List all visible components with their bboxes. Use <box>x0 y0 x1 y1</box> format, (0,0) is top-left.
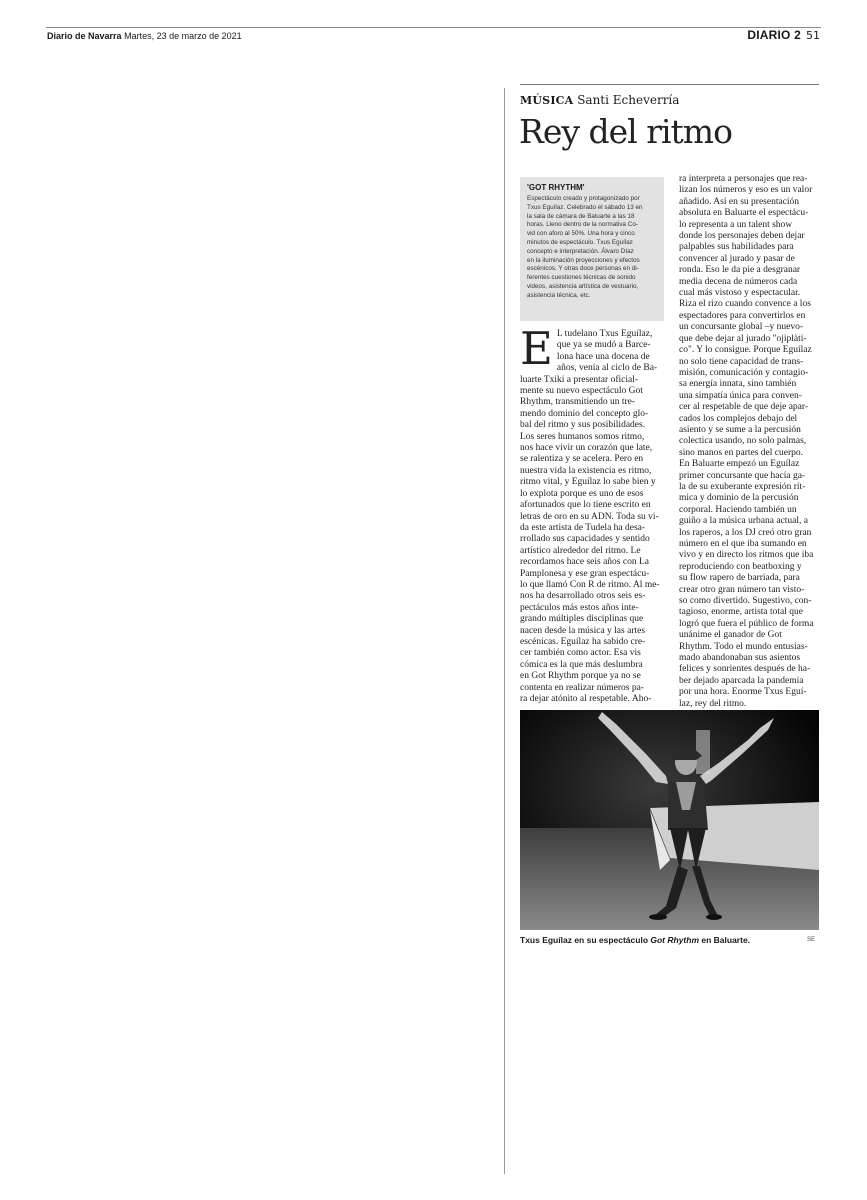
header-rule <box>46 27 821 28</box>
text-line: asistencia técnica, etc. <box>527 291 591 299</box>
text-line: laz, rey del ritmo. <box>679 698 747 709</box>
publication-name: Diario de Navarra <box>47 31 122 41</box>
text-line: convencer al jurado y pasar de <box>679 253 795 264</box>
headline: Rey del ritmo <box>519 112 732 151</box>
text-line: se ralentiza y se acelera. Pero en <box>520 454 644 465</box>
text-line: ra dejar atónito al respetable. Aho- <box>520 694 652 704</box>
article-column-2 <box>679 174 819 710</box>
text-line: por una hora. Enorme Txus Eguí- <box>679 687 807 698</box>
article-column-1 <box>520 322 663 705</box>
photo-caption <box>520 935 750 945</box>
text-line: lo que llamó Con R de ritmo. Al me- <box>520 579 660 590</box>
text-line: cómica es la que más deslumbra <box>520 659 643 670</box>
text-line: absoluta en Baluarte el espectácu- <box>679 208 809 219</box>
text-line: colectica usando, no solo palmas, <box>679 436 807 447</box>
text-line: artístico alrededor del ritmo. Le <box>520 545 641 556</box>
text-line: años, venía al ciclo de Ba- <box>556 363 658 374</box>
text-line: lona hace una docena de <box>556 351 650 362</box>
text-line: logró que fuera el público de forma <box>679 618 814 629</box>
text-line: unánime el ganador de Got <box>679 630 782 641</box>
text-line: ritmo vital, y Eguílaz lo sabe bien y <box>520 477 656 488</box>
text-line: letras de oro en su ADN. Toda su vi- <box>520 511 659 522</box>
text-line: número en el que iba sumando en <box>679 539 807 549</box>
text-line: primer concursante que hacía ga- <box>679 470 806 481</box>
text-line: tagioso, enorme, artista total que <box>679 607 803 618</box>
text-line: un concursante global –y nuevo- <box>679 322 803 333</box>
text-line: horas. Lleno dentro de la normativa Co- <box>527 221 638 229</box>
text-line: que debe dejar al jurado "ojiplàti- <box>679 333 807 344</box>
text-line: cados los complejos debajo del <box>679 413 798 424</box>
page-number: 51 <box>806 29 820 42</box>
text-line: palpables sus habilidades para <box>679 242 794 253</box>
text-line: escénicas. Eguílaz ha sabido cre- <box>520 636 646 647</box>
text-line: lo explota porque es uno de esos <box>520 488 644 499</box>
text-line: corporal. Haciendo también un <box>679 504 797 515</box>
text-line: co". Y lo consigue. Porque Eguílaz <box>679 345 812 356</box>
text-line: cer también como actor. Esa vis <box>520 648 641 659</box>
text-line: la de su exuberante expresión rít- <box>679 481 806 492</box>
column-1-text <box>520 322 663 705</box>
text-line: sa energía innata, sino también <box>679 379 797 390</box>
text-line: rrollado sus capacidades y sentido <box>520 534 650 545</box>
text-line: una simpatía única para conven- <box>679 390 802 401</box>
header-publication-date <box>47 31 242 41</box>
text-line: so como divertido. Sugestivo, con- <box>679 596 812 607</box>
text-line: la sala de cámara de Baluarte a las 18 <box>527 212 635 220</box>
text-line: Pamplonesa y ese gran espectácu- <box>520 568 650 579</box>
text-line: afortunados que lo tiene escrito en <box>520 500 651 511</box>
text-line: donde los personajes deben dejar <box>679 231 805 242</box>
article-kicker <box>520 93 679 107</box>
info-box-body <box>527 195 663 301</box>
text-line: Riza el rizo cuando convence a los <box>679 299 811 310</box>
section-name: DIARIO 2 <box>747 28 801 42</box>
text-line: pectáculos más estos años inte- <box>520 602 639 613</box>
text-line: cual más vistoso y espectacular. <box>679 288 801 299</box>
text-line: ra interpreta a personajes que rea- <box>679 174 808 184</box>
text-line: cer al respetable de que deje apar- <box>679 402 809 413</box>
text-line: Txus Eguílaz. Celebrado el sábado 13 en <box>527 203 643 211</box>
text-line: los raperos, a los DJ creó otro gran <box>679 527 812 538</box>
text-line: felices y sonrientes después de ha- <box>679 664 811 675</box>
column-divider <box>504 88 505 1174</box>
drop-cap: E <box>520 322 553 375</box>
text-line: vid con aforo al 50%. Una hora y cinco <box>527 230 635 238</box>
author-name: Santi Echeverría <box>577 93 680 107</box>
text-line: reproduciendo con beatboxing y <box>679 561 802 572</box>
text-line: mado abandonaban sus asientos <box>679 653 801 664</box>
text-line: Los seres humanos somos ritmo, <box>520 431 645 442</box>
text-line: ferentes cuestiones técnicas de sonido <box>527 274 636 282</box>
text-line: no solo tiene capacidad de trans- <box>679 356 804 367</box>
header-section <box>747 28 820 42</box>
photo-image <box>520 710 819 930</box>
text-line: media decena de números cada <box>679 276 798 287</box>
text-line: en la iluminación proyecciones y efectos <box>527 256 640 264</box>
text-line: espectadores para convertirlos en <box>679 310 806 321</box>
caption-text: Txus Eguílaz en su espectáculo <box>520 935 651 945</box>
text-line: misión, comunicación y contagio- <box>679 367 809 378</box>
text-line: en Got Rhythm porque ya no se <box>520 671 641 682</box>
text-line: que ya se mudó a Barce- <box>556 340 651 351</box>
text-line: luarte Txiki a presentar oficial- <box>520 374 638 385</box>
text-line: guiño a la música urbana actual, a <box>679 516 808 527</box>
text-line: Rhythm. Todo el mundo entusias- <box>679 641 808 652</box>
text-line: da este artista de Tudela ha desa- <box>520 522 646 533</box>
text-line: vivo y en directo los ritmos que iba <box>679 550 814 561</box>
text-line: nos hace vivir un corazón que late, <box>520 443 653 454</box>
text-line: mente su nuevo espectáculo Got <box>520 386 643 397</box>
text-line: mendo dominio del concepto glo- <box>520 408 649 419</box>
text-line: En Baluarte empezó un Eguílaz <box>679 459 800 470</box>
text-line: videos, asistencia artística de vestuario, <box>527 282 639 290</box>
text-line: añadido. Así en su presentación <box>679 196 800 207</box>
caption-show-title: Got Rhythm <box>650 935 700 945</box>
text-line: Rhythm, transmitiendo un tre- <box>520 397 636 408</box>
info-box-title: 'GOT RHYTHM' <box>527 183 585 192</box>
text-line: concepto e interpretación. Álvaro Díaz <box>527 247 634 255</box>
issue-date: Martes, 23 de marzo de 2021 <box>124 31 242 41</box>
text-line: recordamos hace seis años con La <box>520 557 649 568</box>
text-line: ber dejado aparcada la pandemia <box>679 675 804 686</box>
text-line: nuestra vida la existencia es ritmo, <box>520 465 652 476</box>
photo-credit: SE <box>807 937 816 943</box>
text-line: escénicos. Y otras doce personas en di- <box>527 265 639 273</box>
text-line: ronda. Eso le da pie a desgranar <box>679 265 801 276</box>
performer-photo <box>520 710 819 930</box>
text-line: grando múltiples disciplinas que <box>520 614 644 625</box>
kicker-section: MÚSICA <box>520 94 574 107</box>
text-line: lo representa a un talent show <box>679 219 793 230</box>
text-line: nacen desde la música y las artes <box>520 625 646 636</box>
text-line: Espectáculo creado y protagonizado por <box>527 195 640 202</box>
text-line: contenta en realizar números pa- <box>520 682 644 693</box>
text-line: L tudelano Txus Eguílaz, <box>556 329 653 339</box>
text-line: crear otro gran número tan visto- <box>679 584 805 595</box>
text-line: su flow rapero de barriada, para <box>679 573 800 584</box>
text-line: nos ha desarrollado otros seis es- <box>520 591 646 602</box>
text-line: asiento y se sume a la percusión <box>679 424 801 435</box>
text-line: lizan los números y eso es un valor <box>679 185 813 196</box>
text-line: mica y dominio de la percusión <box>679 493 799 504</box>
text-line: sino manos en partes del cuerpo. <box>679 447 803 458</box>
text-line: minutos de espectáculo. Txus Eguílaz <box>527 238 633 246</box>
text-line: bal del ritmo y sus posibilidades. <box>520 420 646 431</box>
article-top-rule <box>520 84 819 85</box>
caption-text-end: en Baluarte. <box>699 935 751 945</box>
